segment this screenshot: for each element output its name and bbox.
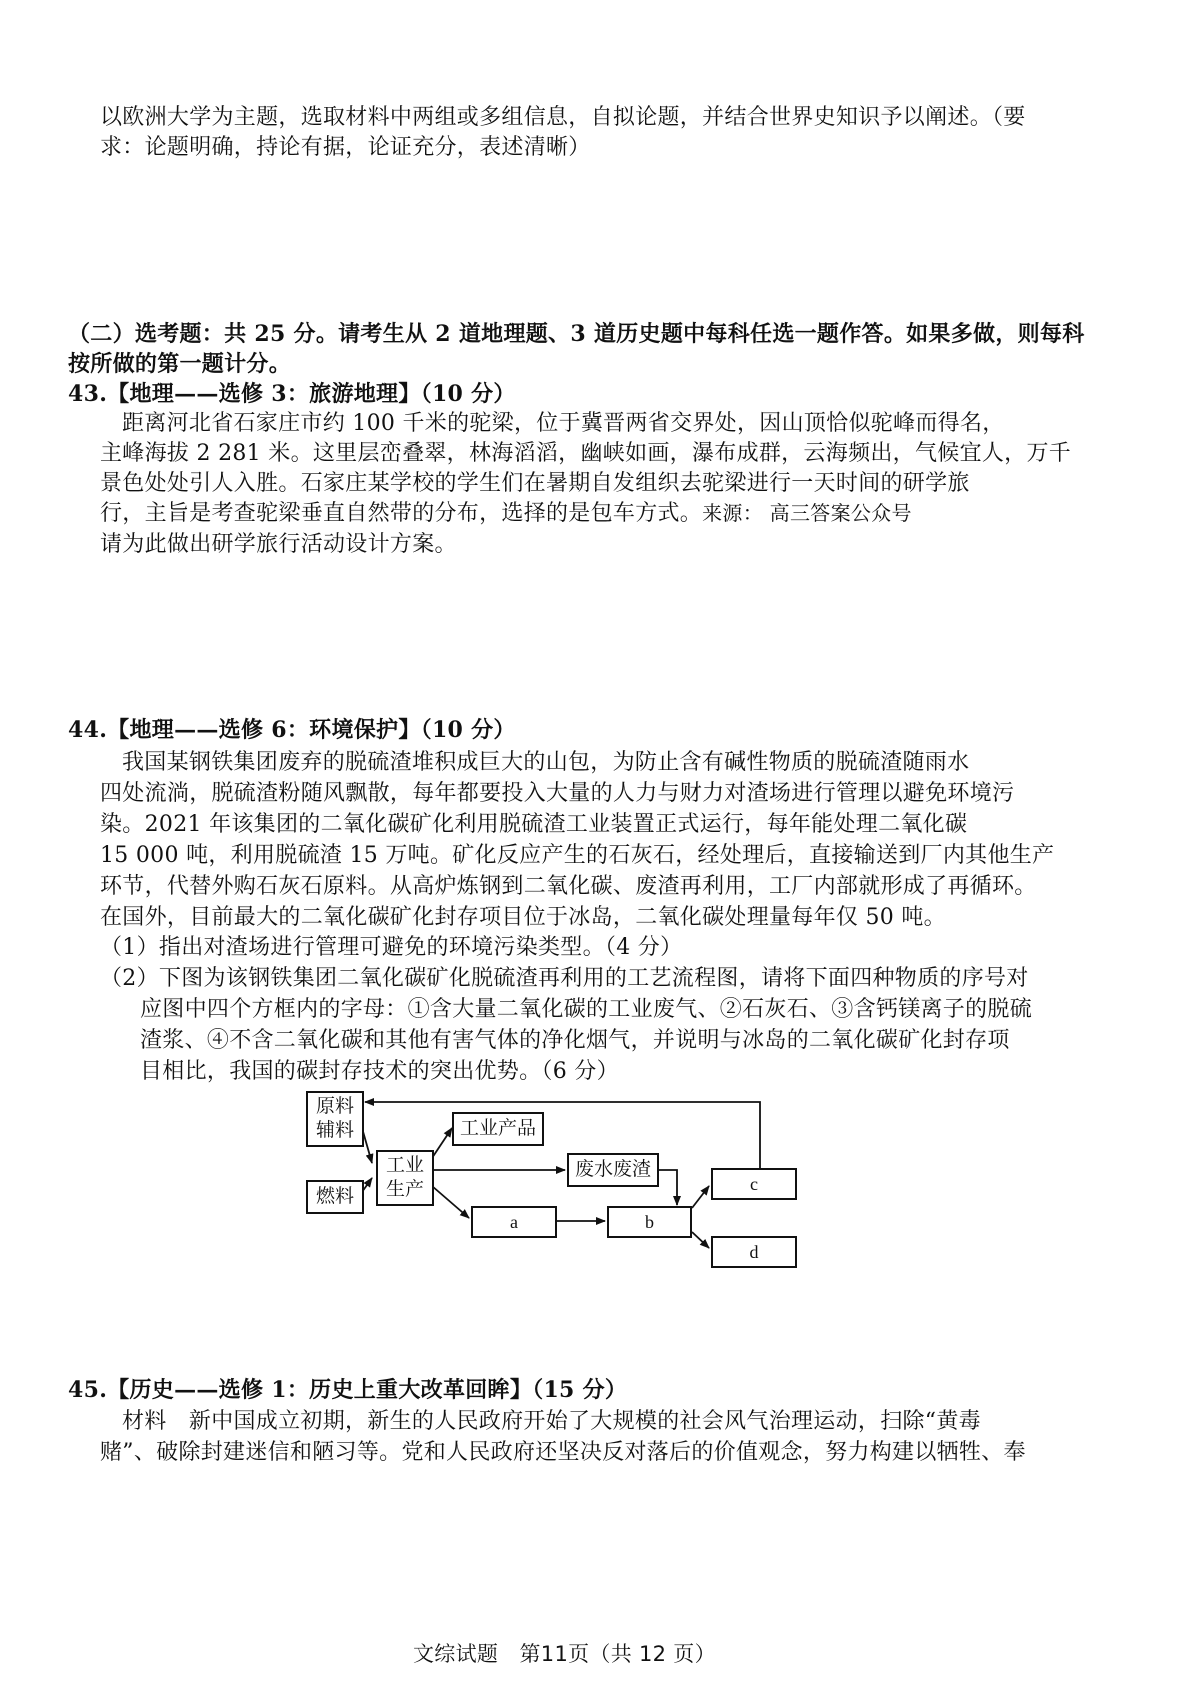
q44-sub1: （1）指出对渣场进行管理可避免的环境污染类型。（4 分） bbox=[100, 935, 683, 960]
box-a-label: a bbox=[510, 1211, 518, 1232]
q43-line-2: 主峰海拔 2 281 米。这里层峦叠翠，林海滔滔，幽峡如画，瀑布成群，云海频出，气候宜人，万千 bbox=[100, 441, 1072, 466]
q45-heading: 45.【历史——选修 1：历史上重大改革回眸】（15 分） bbox=[68, 1377, 628, 1403]
box-industrial-production bbox=[376, 1150, 434, 1206]
arrow-production-to-product bbox=[432, 1128, 452, 1158]
box-product-label: 工业产品 bbox=[459, 1117, 536, 1140]
box-fuel-label: 燃料 bbox=[315, 1185, 354, 1208]
q44-heading: 44.【地理——选修 6：环境保护】（10 分） bbox=[68, 717, 516, 743]
q43-task: 请为此做出研学旅行活动设计方案。 bbox=[100, 532, 457, 557]
box-b-label: b bbox=[645, 1211, 654, 1232]
box-b bbox=[607, 1206, 692, 1238]
box-production-l2: 生产 bbox=[385, 1178, 424, 1200]
box-waste bbox=[567, 1153, 659, 1187]
box-raw-materials bbox=[306, 1091, 364, 1147]
q43-line-4-text: 行，主旨是考查驼梁垂直自然带的分布，选择的是包车方式。 bbox=[100, 501, 703, 526]
arrow-b-to-d bbox=[692, 1232, 709, 1248]
q44-line-1: 我国某钢铁集团废弃的脱硫渣堆积成巨大的山包，为防止含有碱性物质的脱硫渣随雨水 bbox=[122, 750, 970, 775]
box-fuel bbox=[306, 1180, 364, 1214]
arrow-b-to-c bbox=[692, 1186, 709, 1208]
q43-line-3: 景色处处引人入胜。石家庄某学校的学生们在暑期自发组织去驼梁进行一天时间的研学旅 bbox=[100, 471, 970, 496]
intro-line-1: 以欧洲大学为主题，选取材料中两组或多组信息，自拟论题，并结合世界史知识予以阐述。（要 bbox=[100, 105, 1026, 130]
box-a bbox=[471, 1206, 557, 1238]
q44-sub2-line-3: 渣浆、④不含二氧化碳和其他有害气体的净化烟气，并说明与冰岛的二氧化碳矿化封存项 bbox=[140, 1028, 1010, 1053]
q44-line-4: 15 000 吨，利用脱硫渣 15 万吨。矿化反应产生的石灰石，经处理后，直接输送到厂内其他生产 bbox=[100, 843, 1055, 868]
arrow-waste-to-b bbox=[659, 1170, 677, 1205]
section2-line-2: 按所做的第一题计分。 bbox=[68, 351, 292, 377]
box-raw-materials-l1: 原料 bbox=[315, 1095, 354, 1118]
q44-line-2: 四处流淌，脱硫渣粉随风飘散，每年都要投入大量的人力与财力对渣场进行管理以避免环境污 bbox=[100, 781, 1015, 806]
box-c-label: c bbox=[750, 1173, 758, 1194]
q43-source: 来源： 高三答案公众号 bbox=[702, 501, 912, 525]
page-footer: 文综试题 第11页（共 12 页） bbox=[413, 1642, 716, 1666]
arrow-production-to-a bbox=[432, 1186, 469, 1218]
q43-line-1: 距离河北省石家庄市约 100 千米的驼梁，位于冀晋两省交界处，因山顶恰似驼峰而得名， bbox=[122, 411, 1005, 436]
box-d bbox=[711, 1236, 797, 1268]
q44-line-3: 染。2021 年该集团的二氧化碳矿化利用脱硫渣工业装置正式运行，每年能处理二氧化碳 bbox=[100, 812, 968, 837]
box-industrial-product bbox=[452, 1112, 544, 1146]
q45-line-2: 赌”、破除封建迷信和陋习等。党和人民政府还坚决反对落后的价值观念，努力构建以牺牲、奉 bbox=[100, 1440, 1026, 1465]
box-d-label: d bbox=[749, 1241, 759, 1262]
box-production-l1: 工业 bbox=[385, 1154, 424, 1177]
q43-heading: 43.【地理——选修 3：旅游地理】（10 分） bbox=[68, 381, 516, 407]
q44-sub2-line-4: 目相比，我国的碳封存技术的突出优势。（6 分） bbox=[140, 1059, 619, 1084]
q45-line-1: 材料 新中国成立初期，新生的人民政府开始了大规模的社会风气治理运动，扫除“黄毒 bbox=[122, 1409, 981, 1434]
q44-sub2-line-1: （2）下图为该钢铁集团二氧化碳矿化脱硫渣再利用的工艺流程图，请将下面四种物质的序号对 bbox=[100, 966, 1029, 991]
intro-line-2: 求：论题明确，持论有据，论证充分，表述清晰） bbox=[100, 135, 591, 160]
box-c bbox=[711, 1168, 797, 1200]
q44-line-5: 环节，代替外购石灰石原料。从高炉炼钢到二氧化碳、废渣再利用，工厂内部就形成了再循环。 bbox=[100, 874, 1037, 899]
q44-sub2-line-2: 应图中四个方框内的字母：①含大量二氧化碳的工业废气、②石灰石、③含钙镁离子的脱硫 bbox=[140, 997, 1033, 1022]
q44-line-6: 在国外，目前最大的二氧化碳矿化封存项目位于冰岛，二氧化碳处理量每年仅 50 吨。 bbox=[100, 905, 946, 930]
box-waste-label: 废水废渣 bbox=[574, 1158, 651, 1181]
box-raw-materials-l2: 辅料 bbox=[315, 1119, 354, 1141]
section2-line-1: （二）选考题：共 25 分。请考生从 2 道地理题、3 道历史题中每科任选一题作答。如果多做，则每科 bbox=[68, 321, 1085, 347]
